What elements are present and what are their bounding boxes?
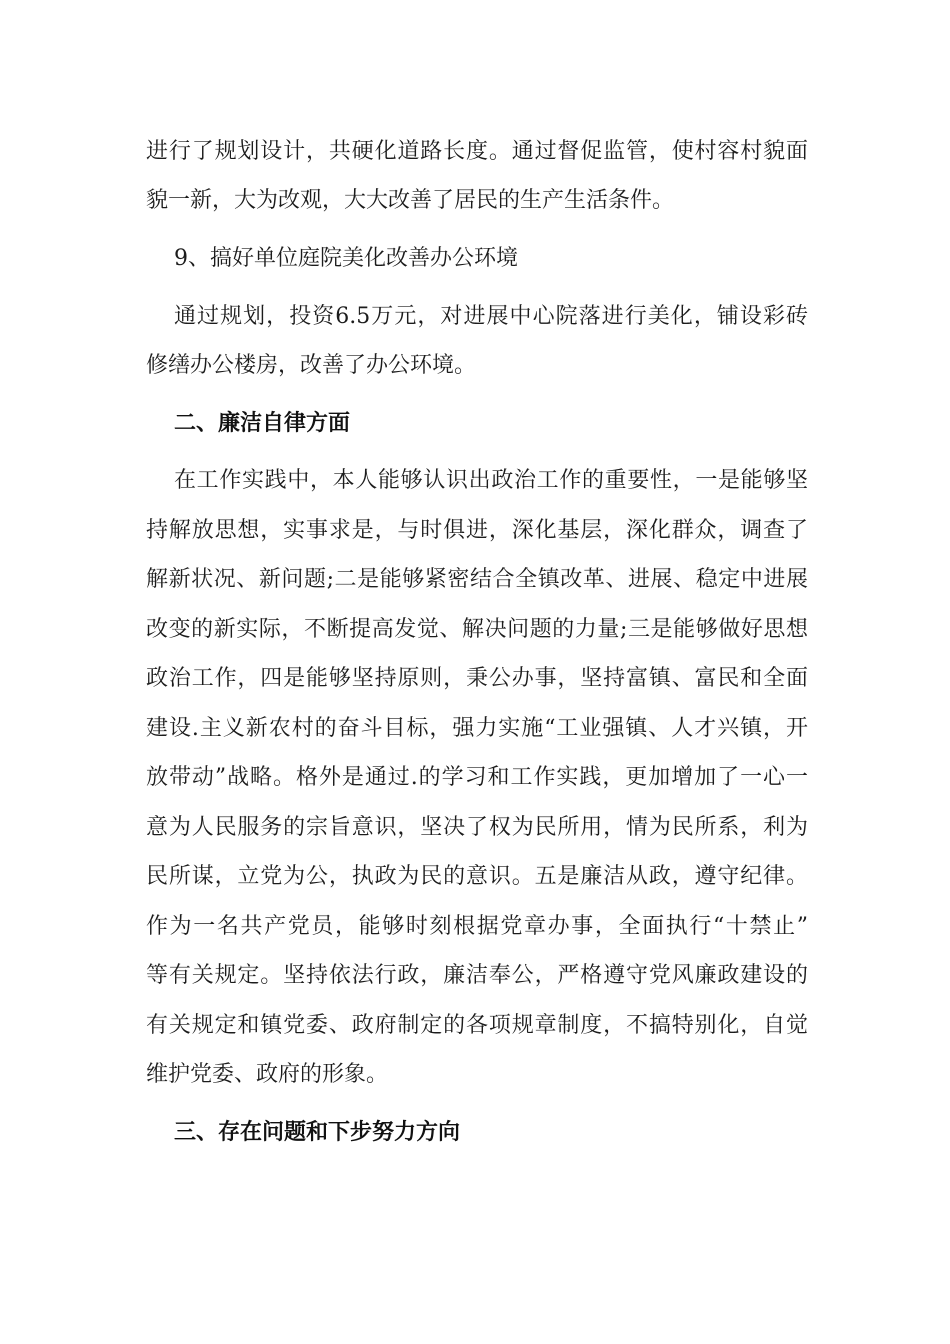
paragraph-line: 作为一名共产党员，能够时刻根据党章办事，全面执行“十禁止”	[146, 914, 808, 939]
paragraph-line: 改变的新实际，不断提高发觉、解决问题的力量;三是能够做好思想	[146, 617, 808, 642]
paragraph-line: 进行了规划设计，共硬化道路长度。通过督促监管，使村容村貌面	[146, 139, 808, 164]
paragraph-line: 解新状况、新问题;二是能够紧密结合全镇改革、进展、稳定中进展	[146, 567, 808, 592]
paragraph-line: 有关规定和镇党委、政府制定的各项规章制度，不搞特别化，自觉	[146, 1013, 808, 1038]
paragraph-line: 等有关规定。坚持依法行政，廉洁奉公，严格遵守党风廉政建设的	[146, 963, 808, 988]
paragraph-line: 维护党委、政府的形象。	[146, 1062, 389, 1087]
paragraph-line: 通过规划，投资6.5万元，对进展中心院落进行美化，铺设彩砖	[174, 304, 808, 329]
paragraph-line: 修缮办公楼房，改善了办公环境。	[146, 353, 477, 378]
paragraph-line: 貌一新，大为改观，大大改善了居民的生产生活条件。	[146, 188, 675, 213]
paragraph-line: 民所谋，立党为公，执政为民的意识。五是廉洁从政，遵守纪律。	[146, 864, 808, 889]
paragraph-line: 在工作实践中，本人能够认识出政治工作的重要性，一是能够坚	[174, 468, 808, 493]
paragraph-line: 建设.主义新农村的奋斗目标，强力实施“工业强镇、人才兴镇，开	[146, 716, 808, 741]
paragraph-line: 持解放思想，实事求是，与时俱进，深化基层，深化群众，调查了	[146, 518, 808, 543]
paragraph-line: 政治工作，四是能够坚持原则，秉公办事，坚持富镇、富民和全面	[146, 666, 808, 691]
paragraph-line: 放带动”战略。格外是通过.的学习和工作实践，更加增加了一心一	[146, 765, 808, 790]
item-9-title: 9、搞好单位庭院美化改善办公环境	[174, 246, 518, 271]
section-3-heading: 三、存在问题和下步努力方向	[174, 1120, 461, 1145]
paragraph-line: 意为人民服务的宗旨意识，坚决了权为民所用，情为民所系，利为	[146, 815, 808, 840]
section-2-heading: 二、廉洁自律方面	[174, 411, 351, 436]
